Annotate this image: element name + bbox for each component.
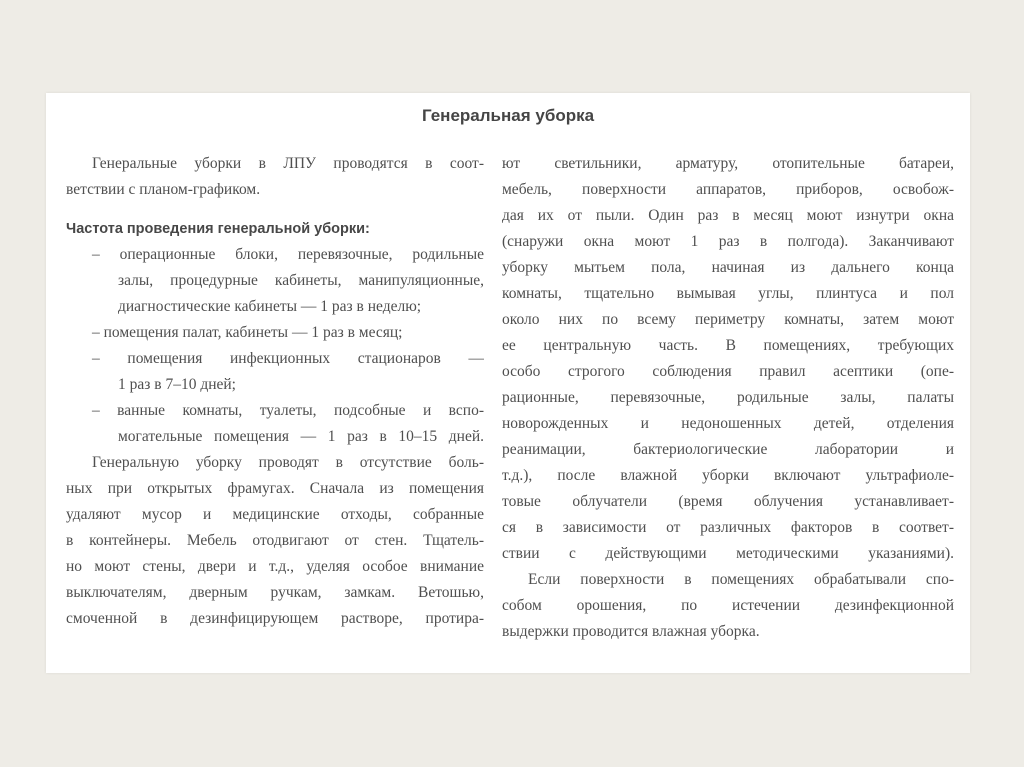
frequency-heading: Частота проведения генеральной уборки: <box>66 221 370 237</box>
right-column <box>502 151 954 645</box>
list-item: – помещения палат, кабинеты — 1 раз в месяц; <box>92 324 403 341</box>
paragraph-line: смоченной в дезинфицирующем растворе, протира- <box>66 610 484 627</box>
list-item: могательные помещения — 1 раз в 10–15 дней. <box>118 428 484 445</box>
paragraph-line: мебель, поверхности аппаратов, приборов, освобож- <box>502 181 954 198</box>
list-item: – ванные комнаты, туалеты, подсобные и вспо- <box>92 402 484 419</box>
paragraph-line: в контейнеры. Мебель отодвигают от стен. Тщатель- <box>66 532 484 549</box>
paragraph-line: ствии с действующими методическими указаниями). <box>502 545 954 562</box>
paragraph-line: реанимации, бактериологические лаборатории и <box>502 441 954 458</box>
list-item: – помещения инфекционных стационаров — <box>92 350 484 367</box>
paragraph-line: ют светильники, арматуру, отопительные батареи, <box>502 155 954 172</box>
paragraph-line: ее центральную часть. В помещениях, требующих <box>502 337 954 354</box>
left-column <box>66 151 484 632</box>
paragraph-line: т.д.), после влажной уборки включают ультрафиоле- <box>502 467 954 484</box>
paragraph-line: дая их от пыли. Один раз в месяц моют изнутри окна <box>502 207 954 224</box>
document-title: Генеральная уборка <box>421 106 595 125</box>
paragraph-line: собом орошения, по истечении дезинфекционной <box>502 597 954 614</box>
paragraph-line: Если поверхности в помещениях обрабатывали спо- <box>528 571 954 588</box>
document-page <box>46 93 970 673</box>
paragraph-line: рационные, перевязочные, родильные залы, палаты <box>502 389 954 406</box>
intro-line: Генеральные уборки в ЛПУ проводятся в соот- <box>92 155 484 172</box>
paragraph-line: уборку мытьем пола, начиная из дальнего конца <box>502 259 954 276</box>
paragraph-line: новорожденных и недоношенных детей, отделения <box>502 415 954 432</box>
paragraph-line: товые облучатели (время облучения устанавливает- <box>502 493 954 510</box>
paragraph-line: выключателям, дверным ручкам, замкам. Ветошью, <box>66 584 484 601</box>
paragraph-line: но моют стены, двери и т.д., уделяя особое внимание <box>66 558 484 575</box>
list-item: диагностические кабинеты — 1 раз в неделю; <box>118 298 422 315</box>
paragraph-line: выдержки проводится влажная уборка. <box>502 623 760 640</box>
list-item: залы, процедурные кабинеты, манипуляционные, <box>118 272 484 289</box>
paragraph-line: около них по всему периметру комнаты, затем моют <box>502 311 954 328</box>
list-item: – операционные блоки, перевязочные, родильные <box>92 246 484 263</box>
paragraph-line: ся в зависимости от различных факторов в соответ- <box>502 519 954 536</box>
paragraph-line: особо строгого соблюдения правил асептики (опе- <box>502 363 954 380</box>
list-item: 1 раз в 7–10 дней; <box>118 376 236 393</box>
paragraph-line: ных при открытых фрамугах. Сначала из помещения <box>66 480 484 497</box>
paragraph-line: удаляют мусор и медицинские отходы, собранные <box>66 506 484 523</box>
intro-line: ветствии с планом-графиком. <box>66 181 261 198</box>
paragraph-line: комнаты, тщательно вымывая углы, плинтуса и пол <box>502 285 954 302</box>
paragraph-line: (снаружи окна моют 1 раз в полгода). Заканчивают <box>502 233 954 250</box>
paragraph-line: Генеральную уборку проводят в отсутствие боль- <box>92 454 484 471</box>
